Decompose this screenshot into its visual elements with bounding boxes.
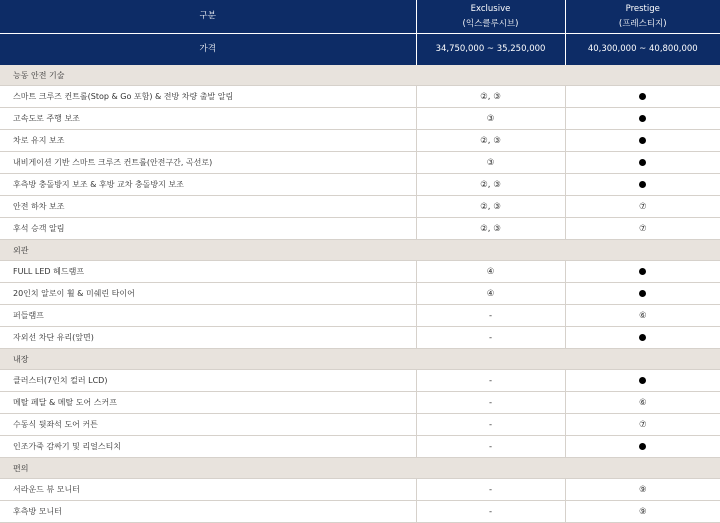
table-row: [0, 305, 720, 327]
feature-label: 인조가죽 감싸기 및 리얼스티치: [0, 436, 416, 458]
table-row: [0, 327, 720, 349]
prestige-availability: [565, 174, 720, 196]
prestige-availability: [565, 218, 720, 240]
prestige-availability: [565, 305, 720, 327]
exclusive-header: [416, 0, 565, 34]
prestige-availability: [565, 283, 720, 305]
exclusive-availability: [416, 108, 565, 130]
exclusive-option-mark: ③: [487, 158, 495, 168]
exclusive-availability: [416, 218, 565, 240]
prestige-availability: [565, 327, 720, 349]
standard-dot-icon: [639, 334, 646, 341]
table-row: [0, 261, 720, 283]
prestige-availability: [565, 130, 720, 152]
section-header-row: [0, 65, 720, 86]
prestige-option-mark: ⑨: [639, 507, 647, 517]
feature-label: 수동식 뒷좌석 도어 커튼: [0, 414, 416, 436]
price-row: [0, 34, 720, 66]
exclusive-option-mark: ②, ③: [480, 136, 501, 146]
prestige-availability: [565, 108, 720, 130]
feature-label: 안전 하차 보조: [0, 196, 416, 218]
prestige-option-mark: ⑥: [639, 398, 647, 408]
prestige-option-mark: ⑥: [639, 311, 647, 321]
exclusive-option-mark: -: [489, 485, 492, 495]
exclusive-availability: [416, 414, 565, 436]
exclusive-availability: [416, 130, 565, 152]
exclusive-option-mark: ②, ③: [480, 224, 501, 234]
exclusive-availability: [416, 283, 565, 305]
table-row: [0, 86, 720, 108]
exclusive-option-mark: -: [489, 376, 492, 386]
exclusive-option-mark: -: [489, 398, 492, 408]
prestige-availability: [565, 501, 720, 523]
feature-label: 후측방 충돌방지 보조 & 후방 교차 충돌방지 보조: [0, 174, 416, 196]
section-title: 능동 안전 기술: [0, 65, 720, 86]
feature-label: 후측방 모니터: [0, 501, 416, 523]
standard-dot-icon: [639, 290, 646, 297]
prestige-name: Prestige: [566, 2, 720, 17]
exclusive-availability: [416, 479, 565, 501]
standard-dot-icon: [639, 93, 646, 100]
feature-label: 차로 유지 보조: [0, 130, 416, 152]
exclusive-availability: [416, 370, 565, 392]
prestige-availability: [565, 414, 720, 436]
prestige-availability: [565, 370, 720, 392]
exclusive-option-mark: ②, ③: [480, 202, 501, 212]
feature-label: 후석 승객 알림: [0, 218, 416, 240]
exclusive-option-mark: ④: [487, 289, 495, 299]
exclusive-availability: [416, 327, 565, 349]
prestige-option-mark: ⑨: [639, 485, 647, 495]
standard-dot-icon: [639, 181, 646, 188]
exclusive-option-mark: ③: [487, 114, 495, 124]
table-row: [0, 108, 720, 130]
table-body: [0, 65, 720, 523]
feature-label: FULL LED 헤드램프: [0, 261, 416, 283]
section-title: 내장: [0, 349, 720, 370]
exclusive-availability: [416, 261, 565, 283]
standard-dot-icon: [639, 443, 646, 450]
feature-label: 자외선 차단 유리(앞면): [0, 327, 416, 349]
table-row: [0, 501, 720, 523]
section-header-row: [0, 349, 720, 370]
exclusive-option-mark: -: [489, 333, 492, 343]
feature-label: 20인치 알로이 휠 & 미쉐린 타이어: [0, 283, 416, 305]
standard-dot-icon: [639, 268, 646, 275]
prestige-price: 40,300,000 ~ 40,800,000: [565, 34, 720, 66]
standard-dot-icon: [639, 115, 646, 122]
exclusive-availability: [416, 86, 565, 108]
prestige-availability: [565, 196, 720, 218]
table-row: [0, 479, 720, 501]
feature-label: 내비게이션 기반 스마트 크루즈 컨트롤(안전구간, 곡선로): [0, 152, 416, 174]
prestige-option-mark: ⑦: [639, 420, 647, 430]
feature-label: 메탈 페달 & 메탈 도어 스커프: [0, 392, 416, 414]
exclusive-availability: [416, 152, 565, 174]
exclusive-price: 34,750,000 ~ 35,250,000: [416, 34, 565, 66]
table-row: [0, 174, 720, 196]
category-header: 구분: [0, 0, 416, 34]
feature-label: 클러스터(7인치 컬러 LCD): [0, 370, 416, 392]
exclusive-korean-name: (익스클루시브): [417, 17, 565, 32]
prestige-availability: [565, 152, 720, 174]
exclusive-option-mark: -: [489, 311, 492, 321]
standard-dot-icon: [639, 377, 646, 384]
table-row: [0, 283, 720, 305]
exclusive-availability: [416, 501, 565, 523]
table-row: [0, 152, 720, 174]
prestige-header: [565, 0, 720, 34]
feature-label: 퍼들램프: [0, 305, 416, 327]
exclusive-option-mark: -: [489, 507, 492, 517]
exclusive-option-mark: ②, ③: [480, 180, 501, 190]
exclusive-availability: [416, 392, 565, 414]
standard-dot-icon: [639, 137, 646, 144]
table-row: [0, 414, 720, 436]
section-header-row: [0, 240, 720, 261]
exclusive-availability: [416, 305, 565, 327]
table-row: [0, 130, 720, 152]
section-title: 외관: [0, 240, 720, 261]
table-row: [0, 218, 720, 240]
exclusive-availability: [416, 436, 565, 458]
table-row: [0, 392, 720, 414]
table-row: [0, 436, 720, 458]
table-row: [0, 196, 720, 218]
prestige-availability: [565, 392, 720, 414]
section-header-row: [0, 458, 720, 479]
prestige-option-mark: ⑦: [639, 202, 647, 212]
prestige-availability: [565, 436, 720, 458]
prestige-korean-name: (프레스티지): [566, 17, 720, 32]
prestige-option-mark: ⑦: [639, 224, 647, 234]
section-title: 편의: [0, 458, 720, 479]
exclusive-availability: [416, 174, 565, 196]
feature-label: 고속도로 주행 보조: [0, 108, 416, 130]
exclusive-availability: [416, 196, 565, 218]
prestige-availability: [565, 261, 720, 283]
feature-label: 스마트 크루즈 컨트롤(Stop & Go 포함) & 전방 차량 출발 알림: [0, 86, 416, 108]
table-row: [0, 370, 720, 392]
exclusive-name: Exclusive: [417, 2, 565, 17]
standard-dot-icon: [639, 159, 646, 166]
prestige-availability: [565, 86, 720, 108]
price-label: 가격: [0, 34, 416, 66]
header-row: [0, 0, 720, 34]
exclusive-option-mark: -: [489, 420, 492, 430]
exclusive-option-mark: ②, ③: [480, 92, 501, 102]
prestige-availability: [565, 479, 720, 501]
exclusive-option-mark: -: [489, 442, 492, 452]
feature-label: 서라운드 뷰 모니터: [0, 479, 416, 501]
exclusive-option-mark: ④: [487, 267, 495, 277]
